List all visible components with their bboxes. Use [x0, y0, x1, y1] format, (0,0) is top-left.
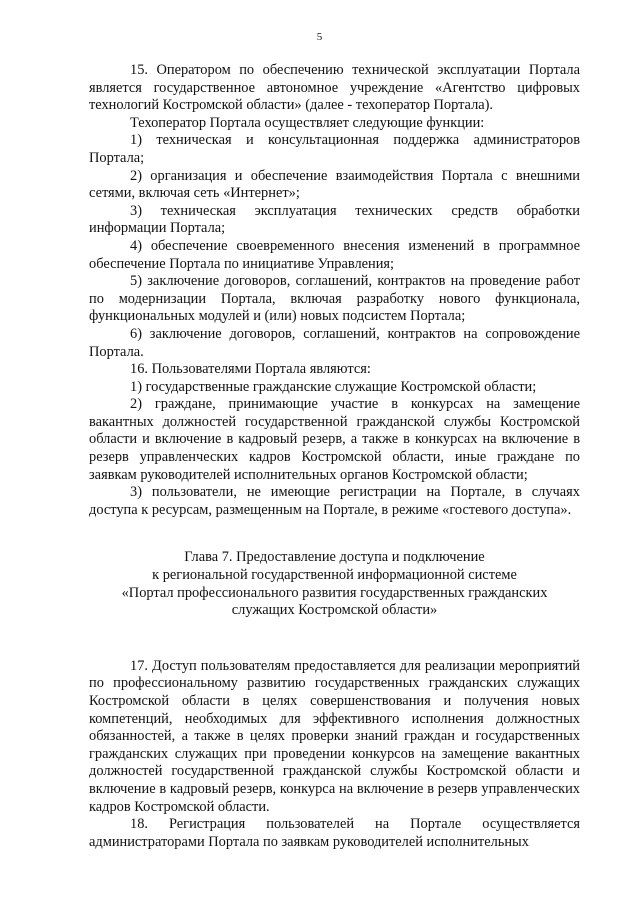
paragraph-17: 17. Доступ пользователям предоставляется для реализации мероприятий по профессиональному развитию государственных гражданских служащих Костромской области в целях совершенствования и получения новых компетенций, необходимых для эффективного исполнения должностных обязанностей, а также в целях проверки знаний граждан и государственных гражданских служащих при проведении конкурсов на замещение вакантных должностей государственной гражданской службы Костромской области и включение в кадровый резерв, конкурса на включение в резерв управленческих кадров Костромской области.	[89, 657, 580, 815]
document-body	[89, 62, 580, 851]
list-item-function-3: 3) техническая эксплуатация технических средств обработки информации Портала;	[89, 202, 580, 237]
list-item-user-3: 3) пользователи, не имеющие регистрации на Портале, в случаях доступа к ресурсам, размещенным на Портале, в режиме «гостевого доступа».	[89, 484, 580, 518]
paragraph-18: 18. Регистрация пользователей на Портале осуществляется администраторами Портала по заявкам руководителей исполнительных	[89, 816, 580, 850]
list-item-function-4: 4) обеспечение своевременного внесения изменений в программное обеспечение Портала по инициативе Управления;	[89, 237, 580, 272]
list-item-function-5: 5) заключение договоров, соглашений, контрактов на проведение работ по модернизации Портала, включая разработку нового функционала, функциональных модулей и (или) новых подсистем Портала;	[89, 273, 580, 325]
chapter-heading-line-2: к региональной государственной информационной системе	[152, 567, 517, 584]
page-number: 5	[316, 31, 323, 43]
list-item-user-1: 1) государственные гражданские служащие Костромской области;	[130, 378, 537, 395]
chapter-heading-line-4: служащих Костромской области»	[231, 602, 438, 619]
chapter-heading-line-1: Глава 7. Предоставление доступа и подключение	[184, 549, 485, 566]
list-item-user-2: 2) граждане, принимающие участие в конкурсах на замещение вакантных должностей государственной гражданской службы Костромской области и включение в кадровый резерв, а также в конкурсах на включение в резерв управленческих кадров Костромской области, иные граждане по заявкам руководителей исполнительных органов Костромской области;	[89, 396, 580, 483]
list-item-function-1: 1) техническая и консультационная поддержка администраторов Портала;	[89, 132, 580, 166]
paragraph-15: 15. Оператором по обеспечению технической эксплуатации Портала является государственное автономное учреждение «Агентство цифровых технологий Костромской области» (далее - техоператор Портала).	[89, 62, 580, 114]
paragraph-functions-intro: Техоператор Портала осуществляет следующие функции:	[130, 114, 485, 131]
chapter-heading	[89, 549, 580, 619]
chapter-heading-line-3: «Портал профессионального развития государственных гражданских	[121, 584, 548, 601]
paragraph-16: 16. Пользователями Портала являются:	[130, 361, 371, 378]
list-item-function-2: 2) организация и обеспечение взаимодействия Портала с внешними сетями, включая сеть «Интернет»;	[89, 167, 580, 202]
list-item-function-6: 6) заключение договоров, соглашений, контрактов на сопровождение Портала.	[89, 325, 580, 360]
